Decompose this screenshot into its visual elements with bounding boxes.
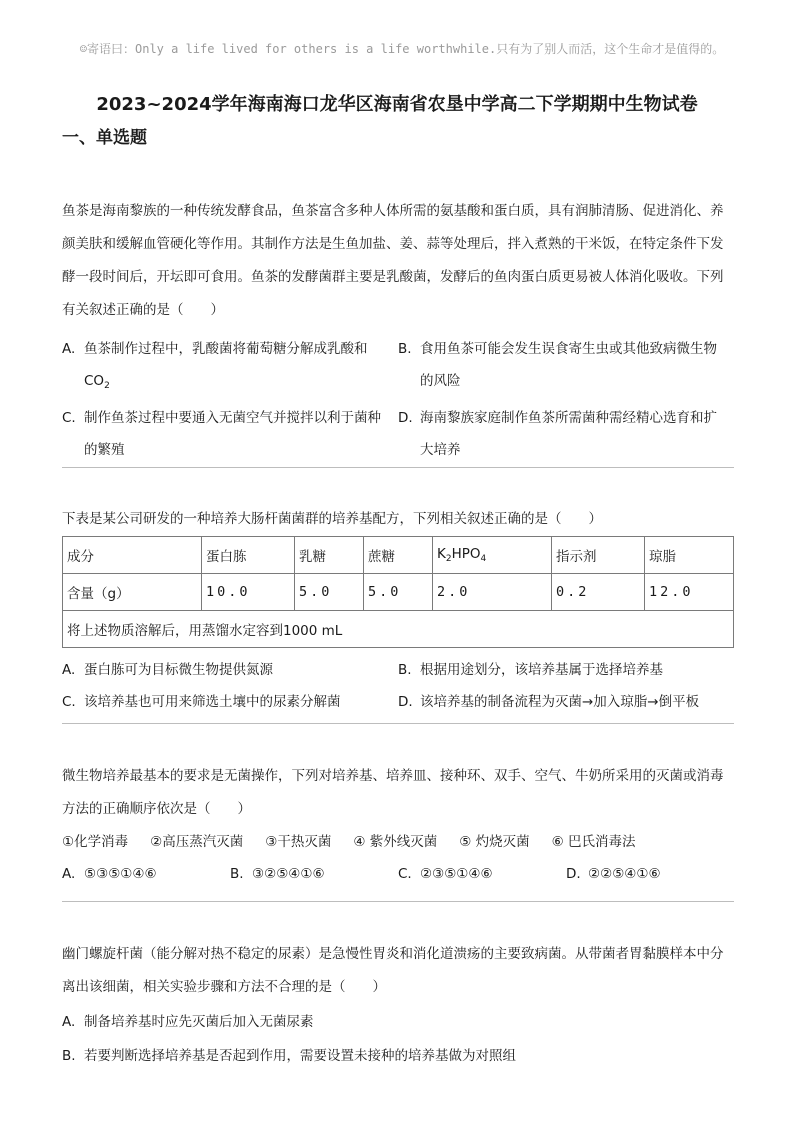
option-b[interactable] [62, 1040, 734, 1072]
method-item: ①化学消毒 [62, 834, 129, 850]
option-c[interactable] [62, 686, 398, 718]
table-cell: 指示剂 [552, 537, 645, 574]
option-letter: B. [398, 341, 412, 357]
table-cell: 蛋白胨 [202, 537, 295, 574]
medium-table [62, 536, 734, 648]
table-cell: 5.0 [295, 574, 364, 611]
option-b[interactable] [398, 654, 734, 686]
option-letter: D. [398, 410, 413, 426]
option-a[interactable] [62, 1006, 734, 1038]
table-cell: 0.2 [552, 574, 645, 611]
option-text: 鱼茶制作过程中，乳酸菌将葡萄糖分解成乳酸和$CO_2$ [84, 341, 368, 391]
subscript: 2 [104, 381, 110, 391]
option-letter: D. [566, 866, 581, 882]
exam-title: 2023~2024学年海南海口龙华区海南省农垦中学高二下学期期中生物试卷 [96, 94, 698, 115]
table-note: 将上述物质溶解后，用蒸馏水定容到1000 mL [63, 611, 734, 648]
method-list [62, 826, 734, 858]
option-text: 食用鱼茶可能会发生误食寄生虫或其他致病微生物的风险 [420, 341, 717, 389]
table-cell: 蔗糖 [364, 537, 433, 574]
table-cell: 12.0 [645, 574, 734, 611]
question-3 [62, 760, 734, 890]
option-text: 海南黎族家庭制作鱼茶所需菌种需经精心选育和扩大培养 [420, 410, 717, 458]
divider [62, 901, 734, 902]
option-a[interactable] [62, 654, 398, 686]
divider [62, 467, 734, 468]
option-text: 该培养基也可用来筛选土壤中的尿素分解菌 [84, 694, 341, 710]
question-1 [62, 195, 734, 466]
options-grid [62, 858, 734, 890]
table-cell: 2.0 [433, 574, 552, 611]
table-cell: 成分 [63, 537, 202, 574]
option-text: 根据用途划分，该培养基属于选择培养基 [420, 662, 663, 678]
method-item: ③干热灭菌 [265, 834, 332, 850]
method-item: ⑤ 灼烧灭菌 [459, 834, 530, 850]
question-stem: 下表是某公司研发的一种培养大肠杆菌菌群的培养基配方，下列相关叙述正确的是（ ） [62, 511, 602, 527]
header-motto: ☺寄语曰：Only a life lived for others is a life worthwhile.只有为了别人而活，这个生命才是值得的。 [79, 42, 725, 56]
option-letter: D. [398, 694, 413, 710]
table-cell: 10.0 [202, 574, 295, 611]
table-cell: 琼脂 [645, 537, 734, 574]
question-4 [62, 938, 734, 1072]
option-text: ⑤③⑤①④⑥ [84, 866, 157, 882]
option-letter: A. [62, 662, 76, 678]
option-text: 制备培养基时应先灭菌后加入无菌尿素 [84, 1014, 314, 1030]
table-cell-formula: $K_2HPO_4$ [433, 537, 552, 574]
option-c[interactable] [62, 402, 398, 466]
option-c[interactable] [398, 858, 566, 890]
question-stem: 微生物培养最基本的要求是无菌操作，下列对培养基、培养皿、接种环、双手、空气、牛奶所采用的灭菌或消毒方法的正确顺序依次是（ ） [62, 768, 724, 817]
question-2 [62, 503, 734, 718]
method-item: ②高压蒸汽灭菌 [150, 834, 244, 850]
option-d[interactable] [398, 402, 734, 466]
option-a[interactable] [62, 858, 230, 890]
option-letter: C. [62, 410, 76, 426]
option-d[interactable] [566, 858, 734, 890]
option-text: 制作鱼茶过程中要通入无菌空气并搅拌以利于菌种的繁殖 [84, 410, 381, 458]
option-letter: B. [398, 662, 412, 678]
option-letter: B. [230, 866, 244, 882]
option-a[interactable] [62, 333, 398, 402]
option-letter: C. [62, 694, 76, 710]
table-cell: 乳糖 [295, 537, 364, 574]
option-b[interactable] [398, 333, 734, 402]
option-text: 蛋白胨可为目标微生物提供氮源 [84, 662, 273, 678]
option-text: ③②⑤④①⑥ [252, 866, 325, 882]
option-letter: C. [398, 866, 412, 882]
table-header-row [63, 537, 734, 574]
option-letter: A. [62, 866, 76, 882]
options-grid [62, 333, 734, 466]
table-cell: 含量（g） [63, 574, 202, 611]
question-stem: 鱼茶是海南黎族的一种传统发酵食品，鱼茶富含多种人体所需的氨基酸和蛋白质，具有润肺清肠、促进消化、养颜美肤和缓解血管硬化等作用。其制作方法是生鱼加盐、姜、蒜等处理后，拌入煮熟的干米饭，在特定条件下发酵一段时间后，开坛即可食用。鱼茶的发酵菌群主要是乳酸菌，发酵后的鱼肉蛋白质更易被人体消化吸收。下列有关叙述正确的是（ ） [62, 203, 724, 318]
option-letter: B. [62, 1048, 76, 1064]
method-item: ⑥ 巴氏消毒法 [551, 834, 636, 850]
table-cell: 5.0 [364, 574, 433, 611]
option-b[interactable] [230, 858, 398, 890]
option-d[interactable] [398, 686, 734, 718]
option-letter: A. [62, 341, 76, 357]
table-row [63, 574, 734, 611]
option-text: ②③⑤①④⑥ [420, 866, 493, 882]
question-stem: 幽门螺旋杆菌（能分解对热不稳定的尿素）是急慢性胃炎和消化道溃疡的主要致病菌。从带菌者胃黏膜样本中分离出该细菌，相关实验步骤和方法不合理的是（ ） [62, 946, 724, 995]
option-text: 该培养基的制备流程为灭菌→加入琼脂→倒平板 [420, 694, 700, 710]
method-item: ④ 紫外线灭菌 [353, 834, 438, 850]
table-note-row [63, 611, 734, 648]
section-title: 一、单选题 [62, 128, 147, 148]
divider [62, 723, 734, 724]
option-text: ②②⑤④①⑥ [588, 866, 661, 882]
option-letter: A. [62, 1014, 76, 1030]
option-text: 若要判断选择培养基是否起到作用，需要设置未接种的培养基做为对照组 [84, 1048, 516, 1064]
options-grid [62, 654, 734, 718]
